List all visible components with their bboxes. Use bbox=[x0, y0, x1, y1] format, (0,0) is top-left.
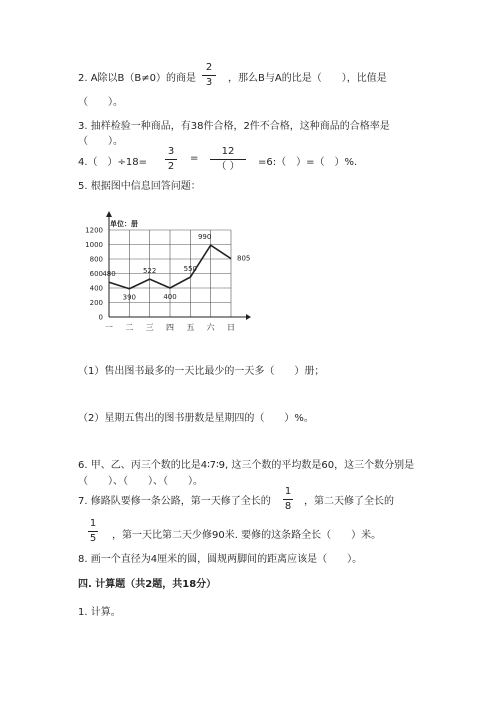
q7-part1: 7. 修路队要修一条公路，第一天修了全长的 bbox=[78, 496, 271, 507]
y-tick-label: 800 bbox=[89, 255, 103, 264]
q4-part2: =6:（ ）=（ ）%. bbox=[258, 157, 358, 168]
q3-line1: 3. 抽样检验一种商品，有38件合格，2件不合格，这种商品的合格率是 bbox=[78, 121, 390, 132]
q2-part1: 2. A除以B（B≠0）的商是 bbox=[78, 73, 197, 84]
fraction-bar bbox=[165, 159, 177, 160]
q6-line1: 6. 甲、乙、丙三个数的比是4∶7∶9, 这三个数的平均数是60，这三个数分别是 bbox=[78, 460, 415, 471]
q2-part2: ，那么B与A的比是（ ），比值是 bbox=[228, 73, 387, 84]
q6-line2: （ ）、（ ）、（ ）。 bbox=[78, 476, 203, 487]
q7-frac2-num: 1 bbox=[89, 518, 97, 529]
data-label: 805 bbox=[237, 254, 251, 263]
fraction-bar bbox=[88, 531, 98, 532]
q8-text: 8. 画一个直径为4厘米的圆，圆规两脚间的距离应该是（ ）。 bbox=[78, 554, 363, 565]
y-tick-label: 200 bbox=[89, 299, 103, 307]
y-tick-label: 400 bbox=[89, 284, 103, 293]
q7-frac1-den: 8 bbox=[284, 501, 292, 512]
data-label: 522 bbox=[142, 267, 157, 276]
fraction-bar bbox=[283, 499, 293, 500]
q2-frac-den: 3 bbox=[205, 77, 213, 88]
q7-part2: ，第二天修了全长的 bbox=[304, 496, 394, 507]
y-tick-label: 0 bbox=[98, 313, 103, 322]
q4-fraction-1 bbox=[165, 146, 177, 173]
q4-fraction-2 bbox=[210, 146, 246, 173]
q4-frac1-den: 2 bbox=[167, 161, 175, 172]
q4-frac2-num: 12 bbox=[221, 146, 235, 157]
x-tick-label: 三 bbox=[145, 323, 154, 332]
fraction-bar bbox=[210, 159, 246, 160]
q7-part3: ，第一天比第二天少修90米. 要修的这条路全长（ ）米。 bbox=[112, 530, 382, 541]
fraction-bar bbox=[202, 75, 216, 76]
q4-equals: = bbox=[190, 153, 199, 164]
data-label: 550 bbox=[183, 265, 198, 274]
x-tick-labels bbox=[105, 322, 235, 332]
q2-frac-num: 2 bbox=[205, 62, 213, 73]
q2-line2: （ ）。 bbox=[78, 97, 123, 108]
q5-sub2: （2）星期五售出的图书册数是星期四的（ ）%。 bbox=[78, 413, 314, 424]
q2-fraction bbox=[202, 62, 216, 89]
y-tick-label: 600 bbox=[89, 270, 103, 278]
x-axis-arrow bbox=[246, 314, 251, 320]
q4-frac2-den: （ ） bbox=[216, 161, 240, 172]
y-tick-label: 1000 bbox=[85, 241, 103, 249]
q3-line2: （ ）。 bbox=[78, 136, 123, 147]
q7-fraction-2 bbox=[88, 518, 98, 545]
q5-title: 5. 根据图中信息回答问题： bbox=[78, 181, 201, 192]
q4-part1: 4.（ ）÷18= bbox=[78, 157, 148, 168]
x-tick-label: 二 bbox=[125, 323, 134, 332]
x-tick-label: 四 bbox=[166, 323, 174, 332]
data-label: 990 bbox=[197, 233, 212, 242]
y-tick-labels bbox=[85, 227, 103, 322]
y-tick-label: 1200 bbox=[85, 226, 103, 235]
x-tick-label: 一 bbox=[105, 323, 113, 332]
section-4-title: 四. 计算题（共2题，共18分） bbox=[78, 579, 217, 590]
x-tick-label: 五 bbox=[186, 323, 195, 332]
chart-grid bbox=[109, 230, 231, 317]
x-tick-label: 日 bbox=[227, 323, 235, 332]
data-label: 480 bbox=[102, 270, 116, 279]
book-sales-line-chart bbox=[70, 205, 260, 340]
q7-fraction-1 bbox=[283, 486, 293, 513]
q7-frac1-num: 1 bbox=[284, 486, 292, 497]
q4-frac1-num: 3 bbox=[167, 146, 175, 157]
q7-frac2-den: 5 bbox=[89, 533, 97, 544]
x-tick-label: 六 bbox=[206, 323, 215, 332]
y-axis-arrow bbox=[106, 211, 112, 217]
data-label: 390 bbox=[122, 293, 137, 302]
data-label: 400 bbox=[163, 293, 177, 301]
section-4-q1: 1. 计算。 bbox=[78, 607, 121, 618]
data-labels bbox=[102, 233, 250, 302]
q5-sub1: （1）售出图书最多的一天比最少的一天多（ ）册； bbox=[78, 366, 325, 377]
unit-label: 单位：册 bbox=[110, 220, 138, 228]
